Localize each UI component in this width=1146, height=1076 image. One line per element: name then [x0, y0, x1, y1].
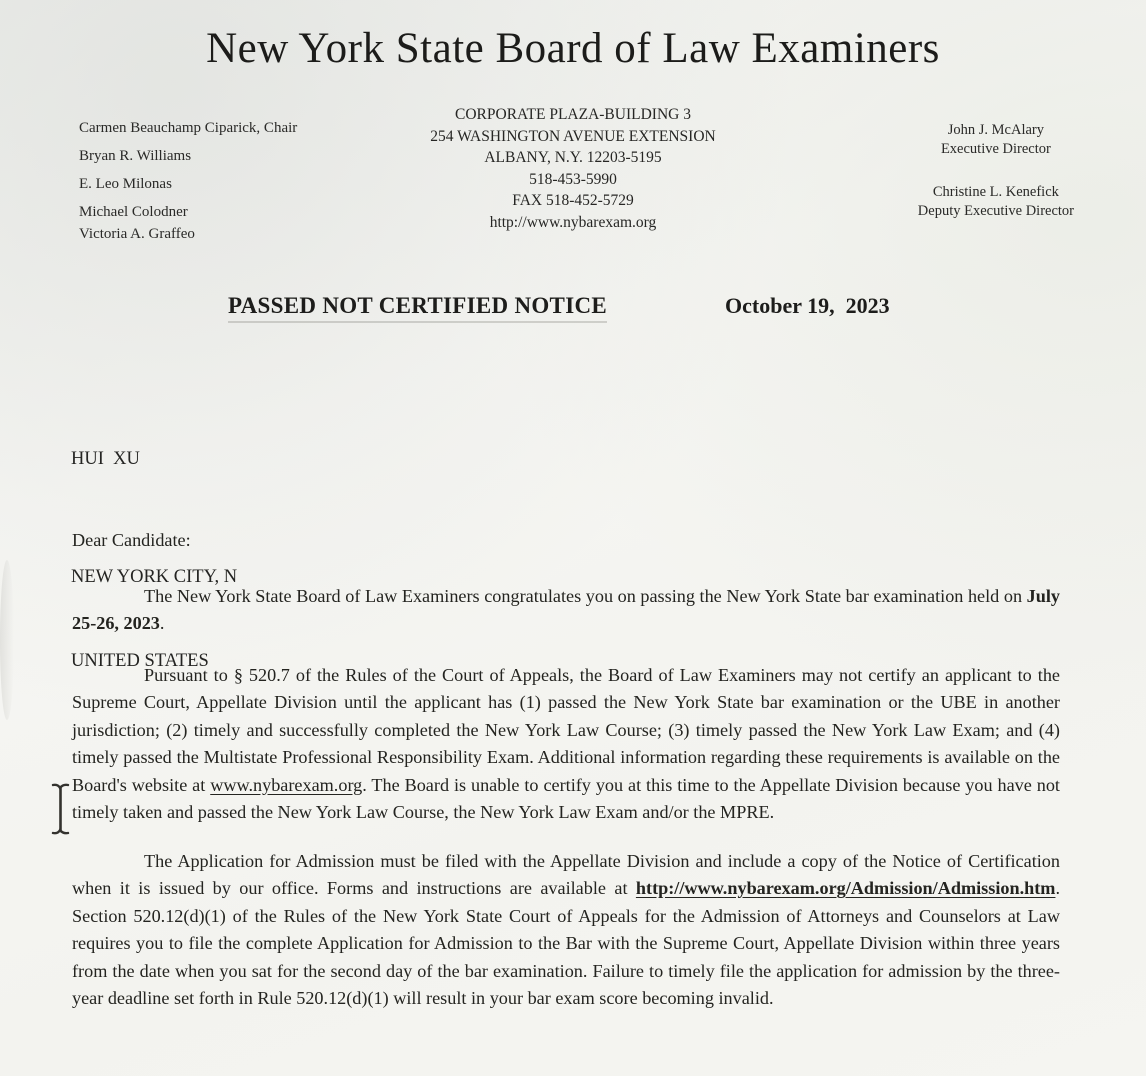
address-line: ALBANY, N.Y. 12203-5195 — [484, 149, 662, 166]
fax-line: FAX 518-452-5729 — [512, 192, 634, 209]
recipient-city: NEW YORK CITY, N — [71, 567, 238, 587]
recipient-name: HUI XU — [71, 449, 140, 469]
officer-entry — [918, 121, 1074, 159]
officer-name: Christine L. Kenefick — [932, 184, 1059, 200]
office-address-block — [430, 104, 715, 233]
board-member: Victoria A. Graffeo — [79, 226, 195, 242]
board-members-list — [79, 120, 297, 254]
paragraph-text: The New York State Board of Law Examiners congratulates you on passing the New York State bar examination held on — [144, 585, 1027, 606]
paragraph-text: . Section 520.12(d)(1) of the Rules of the New York State Court of Appeals for the Admission of Attorneys and Counselors at Law requires you to file the complete Application for Admission to the Bar with the Supreme Court, Appellate Division within three years from the date when you sat for the second day of the bar examination. Failure to timely file the application for admission by the three-year deadline set forth in Rule 520.12(d)(1) will result in your bar exam score becoming invalid. — [72, 878, 1060, 1008]
officer-title: Deputy Executive Director — [917, 203, 1074, 219]
board-member: Michael Colodner — [79, 204, 188, 220]
text-cursor-icon — [51, 782, 71, 836]
paragraph-certification-rules — [72, 662, 1060, 827]
letter-body — [72, 527, 1060, 1013]
notice-date: October 19, 2023 — [725, 293, 890, 318]
website-link: www.nybarexam.org — [210, 774, 363, 795]
notice-title: PASSED NOT CERTIFIED NOTICE — [228, 293, 607, 323]
admission-url-link: http://www.nybarexam.org/Admission/Admission.htm — [635, 878, 1056, 898]
paragraph-congratulations — [72, 583, 1060, 638]
address-line: 254 WASHINGTON AVENUE EXTENSION — [430, 127, 716, 145]
board-member: E. Leo Milonas — [79, 176, 172, 192]
board-member: Carmen Beauchamp Ciparick, Chair — [79, 120, 298, 136]
officer-name: John J. McAlary — [947, 122, 1045, 138]
paragraph-text: . — [159, 613, 165, 633]
officer-entry — [918, 183, 1074, 221]
paragraph-text: Pursuant to § 520.7 of the Rules of the Court of Appeals, the Board of Law Examiners may not certify an applicant to the Supreme Court, Appellate Division until the applicant has (1) passed the New York State bar examination or the UBE in another jurisdiction; (2) timely and successfully completed the New York Law Course; (3) timely passed the New York Law Exam; and (4) timely passed the Multistate Professional Responsibility Exam. Additional information regarding these requirements is available on the Board's website at — [72, 664, 1060, 795]
recipient-country: UNITED STATES — [71, 651, 209, 671]
website-url: http://www.nybarexam.org — [489, 213, 657, 231]
notice-header-row — [0, 293, 1146, 327]
officers-block — [918, 121, 1074, 245]
page-title: New York State Board of Law Examiners — [206, 25, 940, 72]
address-line: CORPORATE PLAZA-BUILDING 3 — [455, 106, 691, 123]
exam-date-bold: July 25-26, 2023 — [72, 585, 1060, 633]
paragraph-application-admission — [72, 848, 1060, 1013]
paragraph-text: . The Board is unable to certify you at this time to the Appellate Division because you have not timely taken and passed the New York Law Course, the New York Law Exam and/or the MPRE. — [72, 774, 1060, 822]
officer-title: Executive Director — [940, 141, 1051, 157]
salutation: Dear Candidate: — [72, 530, 191, 550]
phone-line: 518-453-5990 — [529, 170, 617, 188]
paragraph-text: The Application for Admission must be filed with the Appellate Division and include a copy of the Notice of Certification when it is issued by our office. Forms and instructions are available at — [72, 850, 1060, 898]
board-member: Bryan R. Williams — [79, 148, 192, 164]
